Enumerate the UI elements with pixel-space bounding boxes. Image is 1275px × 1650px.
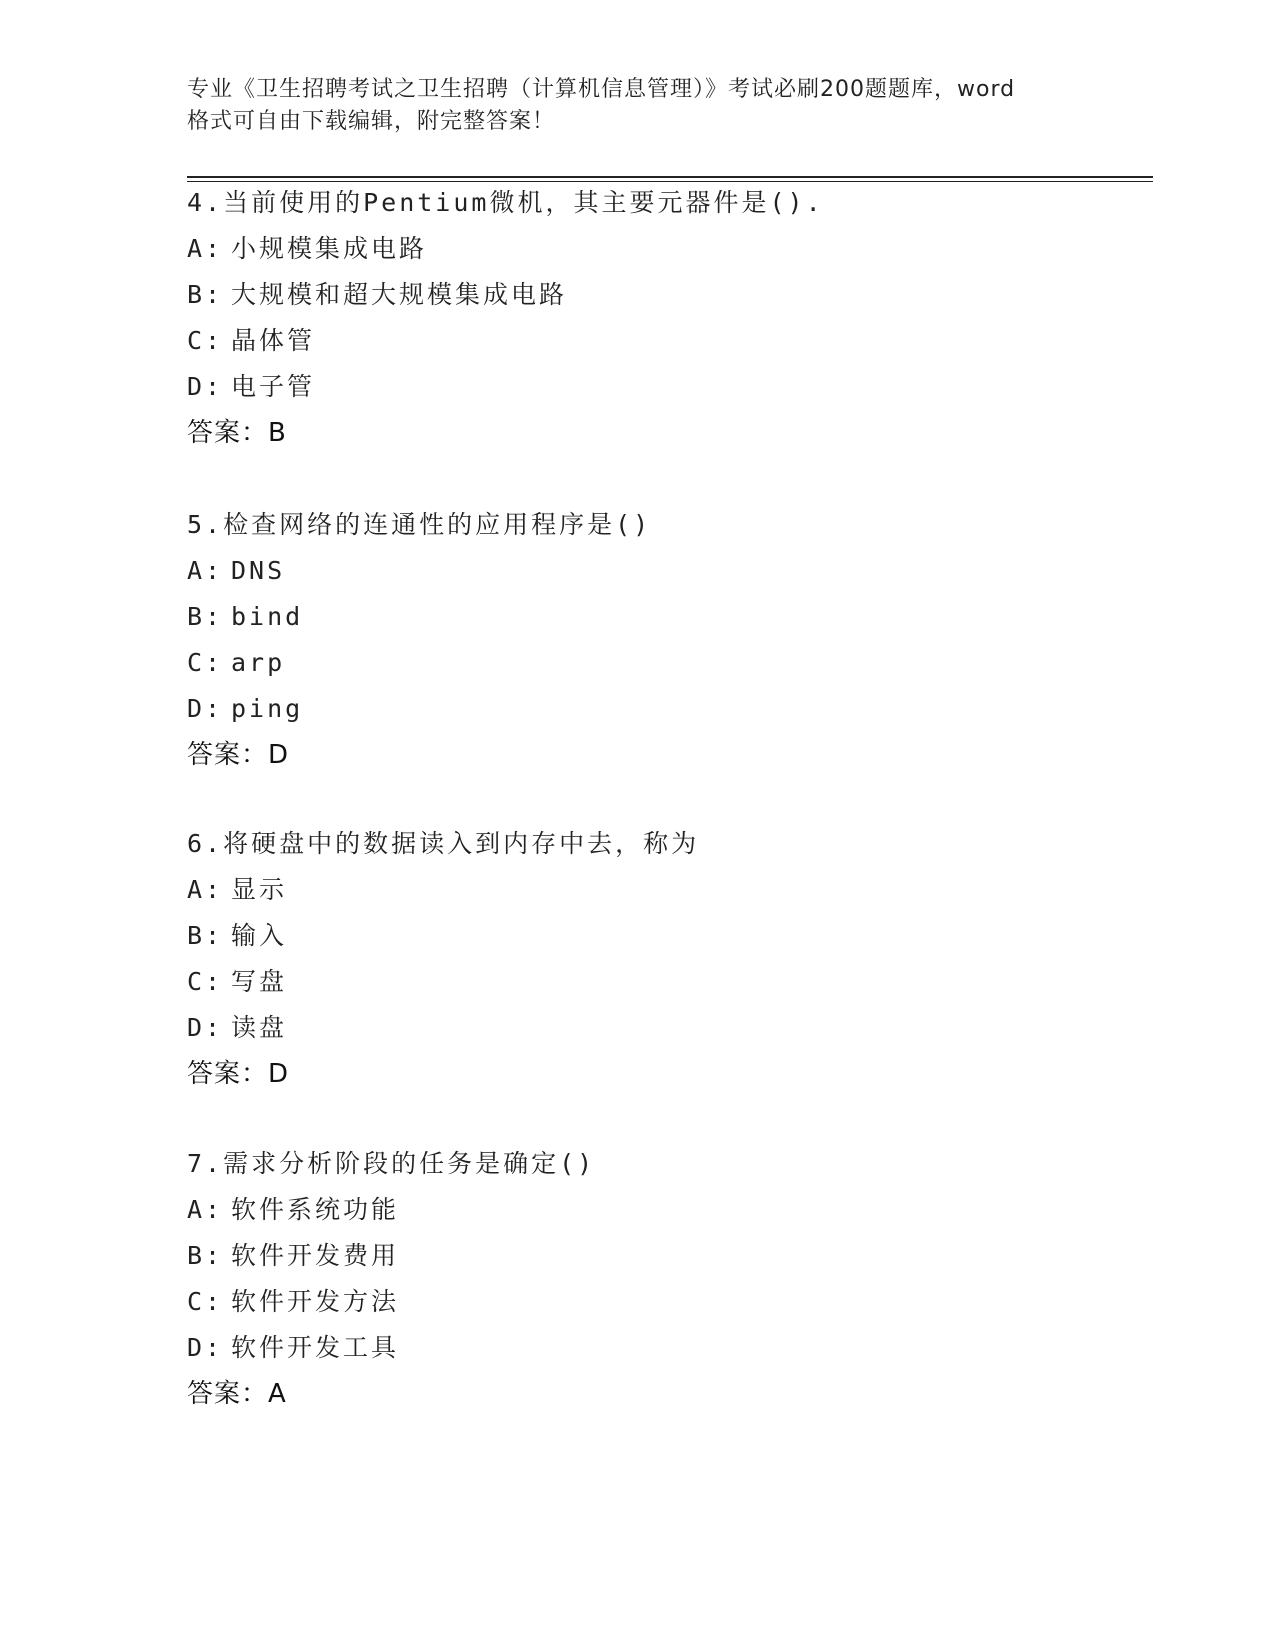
option-text: 软件开发费用 xyxy=(231,1241,400,1270)
option-label: B: xyxy=(187,1241,224,1270)
option-label: C: xyxy=(187,648,224,677)
option-b xyxy=(187,272,1147,318)
option-label: D: xyxy=(187,1333,224,1362)
question-block xyxy=(187,821,1147,1097)
option-d xyxy=(187,1325,1147,1371)
question-stem: 4.当前使用的Pentium微机，其主要元器件是(). xyxy=(187,188,824,217)
option-label: B: xyxy=(187,602,224,631)
option-b xyxy=(187,594,1147,640)
option-a xyxy=(187,226,1147,272)
option-text: 软件开发工具 xyxy=(231,1333,400,1362)
option-label: D: xyxy=(187,1013,224,1042)
option-label: D: xyxy=(187,694,224,723)
answer-line: 答案：D xyxy=(187,740,290,770)
question-stem: 6.将硬盘中的数据读入到内存中去，称为 xyxy=(187,829,700,858)
option-label: A: xyxy=(187,556,224,585)
answer-line: 答案：A xyxy=(187,1379,287,1409)
option-text: 电子管 xyxy=(231,372,316,401)
option-text: 大规模和超大规模集成电路 xyxy=(231,280,568,309)
question-block xyxy=(187,180,1147,456)
option-b xyxy=(187,913,1147,959)
option-text: 小规模集成电路 xyxy=(231,234,428,263)
option-c xyxy=(187,1279,1147,1325)
option-label: D: xyxy=(187,372,224,401)
option-label: A: xyxy=(187,875,224,904)
question-block xyxy=(187,1141,1147,1417)
option-label: C: xyxy=(187,326,224,355)
option-label: B: xyxy=(187,280,224,309)
document-header xyxy=(187,74,1087,138)
option-label: A: xyxy=(187,234,224,263)
answer-line: 答案：D xyxy=(187,1059,290,1089)
option-label: A: xyxy=(187,1195,224,1224)
option-d xyxy=(187,686,1147,732)
option-text: 晶体管 xyxy=(231,326,316,355)
option-label: C: xyxy=(187,967,224,996)
option-a xyxy=(187,867,1147,913)
header-divider-thick xyxy=(187,176,1153,178)
option-a xyxy=(187,548,1147,594)
option-b xyxy=(187,1233,1147,1279)
question-stem: 7.需求分析阶段的任务是确定() xyxy=(187,1149,596,1178)
option-d xyxy=(187,1005,1147,1051)
option-text: bind xyxy=(231,602,304,631)
option-text: 写盘 xyxy=(231,967,288,996)
question-stem: 5.检查网络的连通性的应用程序是() xyxy=(187,510,652,539)
question-block xyxy=(187,502,1147,778)
option-text: DNS xyxy=(231,556,286,585)
option-c xyxy=(187,640,1147,686)
option-text: arp xyxy=(231,648,286,677)
option-c xyxy=(187,959,1147,1005)
option-a xyxy=(187,1187,1147,1233)
option-label: B: xyxy=(187,921,224,950)
header-line-2: 格式可自由下载编辑，附完整答案！ xyxy=(187,109,556,134)
option-text: 输入 xyxy=(231,921,288,950)
header-line-1: 专业《卫生招聘考试之卫生招聘（计算机信息管理）》考试必刷200题题库，word xyxy=(187,77,1016,102)
option-text: 显示 xyxy=(231,875,288,904)
option-text: 软件开发方法 xyxy=(231,1287,400,1316)
answer-line: 答案：B xyxy=(187,418,287,448)
option-text: ping xyxy=(231,694,304,723)
option-text: 读盘 xyxy=(231,1013,288,1042)
option-c xyxy=(187,318,1147,364)
option-d xyxy=(187,364,1147,410)
option-text: 软件系统功能 xyxy=(231,1195,400,1224)
option-label: C: xyxy=(187,1287,224,1316)
